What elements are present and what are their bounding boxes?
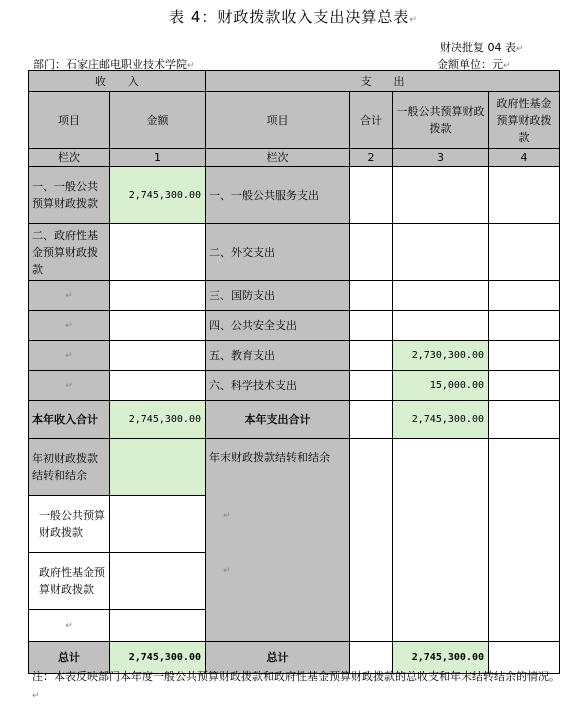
table-row xyxy=(29,167,560,224)
carry-begin-amount xyxy=(110,439,206,496)
income-item: 二、政府性基金预算财政拨款 xyxy=(29,224,110,281)
carry-end-total xyxy=(350,439,393,642)
unit-label: 金额单位：元↵ xyxy=(437,58,511,71)
income-item: ↵ xyxy=(29,311,110,341)
col-item-left: 项目 xyxy=(29,92,110,149)
income-item: ↵ xyxy=(29,281,110,311)
expense-item: 五、教育支出 xyxy=(206,341,350,371)
expense-item: 三、国防支出 xyxy=(206,281,350,311)
carry-end-general xyxy=(393,439,489,642)
table-row xyxy=(29,224,560,281)
income-header: 收 入 xyxy=(29,71,206,92)
paragraph-mark-icon: ↵ xyxy=(409,15,418,25)
income-total-label: 本年收入合计 xyxy=(29,401,110,439)
expense-general: 15,000.00 xyxy=(393,371,489,401)
col-fund: 政府性基金预算财政拨款 xyxy=(489,92,560,149)
income-amount xyxy=(110,224,206,281)
table-note: 注：本表反映部门本年度一般公共预算财政拨款和政府性基金预算财政拨款的总收支和年末结转结余的情况。↵ xyxy=(32,670,560,701)
col-number-label-right: 栏次 xyxy=(206,149,350,167)
empty-cell: ↵ xyxy=(29,610,110,642)
expense-general xyxy=(393,167,489,224)
expense-total-total xyxy=(350,401,393,439)
expense-total xyxy=(350,167,393,224)
carry-general-label: 一般公共预算财政拨款 xyxy=(29,496,110,553)
income-total-amount: 2,745,300.00 xyxy=(110,401,206,439)
grand-total-label: 总计 xyxy=(29,642,110,674)
form-code: 财决批复 04 表↵ xyxy=(440,41,524,54)
budget-table xyxy=(28,70,560,674)
year-total-row xyxy=(29,401,560,439)
expense-total xyxy=(350,224,393,281)
income-item: ↵ xyxy=(29,371,110,401)
expense-general xyxy=(393,311,489,341)
empty-cell xyxy=(110,610,206,642)
col-number-3: 3 xyxy=(393,149,489,167)
col-general: 一般公共预算财政拨款 xyxy=(393,92,489,149)
table-row xyxy=(29,371,560,401)
carry-fund-label: 政府性基金预算财政拨款 xyxy=(29,553,110,610)
expense-fund xyxy=(489,341,560,371)
col-amount: 金额 xyxy=(110,92,206,149)
grand-total-label-right: 总计 xyxy=(206,642,350,674)
expense-total xyxy=(350,341,393,371)
carry-end-fund xyxy=(489,439,560,642)
col-item-right: 项目 xyxy=(206,92,350,149)
expense-fund xyxy=(489,224,560,281)
carry-begin-label: 年初财政拨款结转和结余 xyxy=(29,439,110,496)
expense-general xyxy=(393,224,489,281)
col-number-2: 2 xyxy=(350,149,393,167)
col-number-1: 1 xyxy=(110,149,206,167)
expense-total xyxy=(350,311,393,341)
carry-row xyxy=(29,439,560,496)
col-total: 合计 xyxy=(350,92,393,149)
expense-general: 2,730,300.00 xyxy=(393,341,489,371)
expense-fund xyxy=(489,311,560,341)
income-item: 一、一般公共预算财政拨款 xyxy=(29,167,110,224)
income-amount xyxy=(110,341,206,371)
carry-end-label: 年末财政拨款结转和结余 ↵ ↵ xyxy=(206,439,350,642)
expense-total-general: 2,745,300.00 xyxy=(393,401,489,439)
income-amount xyxy=(110,281,206,311)
expense-general xyxy=(393,281,489,311)
expense-total-label: 本年支出合计 xyxy=(206,401,350,439)
expense-total xyxy=(350,281,393,311)
grand-total-amount: 2,745,300.00 xyxy=(110,642,206,674)
expenditure-header: 支 出 xyxy=(206,71,560,92)
expense-fund xyxy=(489,371,560,401)
table-title: 表 4：财政拨款收入支出决算总表↵ xyxy=(169,8,418,26)
expense-item: 一、一般公共服务支出 xyxy=(206,167,350,224)
income-amount xyxy=(110,371,206,401)
grand-total-general: 2,745,300.00 xyxy=(393,642,489,674)
table-row xyxy=(29,311,560,341)
col-number-4: 4 xyxy=(489,149,560,167)
expense-fund xyxy=(489,281,560,311)
expense-total-fund xyxy=(489,401,560,439)
expense-total xyxy=(350,371,393,401)
carry-general-amount xyxy=(110,496,206,553)
col-number-label: 栏次 xyxy=(29,149,110,167)
table-row xyxy=(29,281,560,311)
income-amount: 2,745,300.00 xyxy=(110,167,206,224)
expense-item: 四、公共安全支出 xyxy=(206,311,350,341)
expense-item: 二、外交支出 xyxy=(206,224,350,281)
income-item: ↵ xyxy=(29,341,110,371)
carry-fund-amount xyxy=(110,553,206,610)
expense-fund xyxy=(489,167,560,224)
income-amount xyxy=(110,311,206,341)
expense-item: 六、科学技术支出 xyxy=(206,371,350,401)
table-row xyxy=(29,341,560,371)
department-label: 部门：石家庄邮电职业技术学院↵ xyxy=(33,58,195,71)
